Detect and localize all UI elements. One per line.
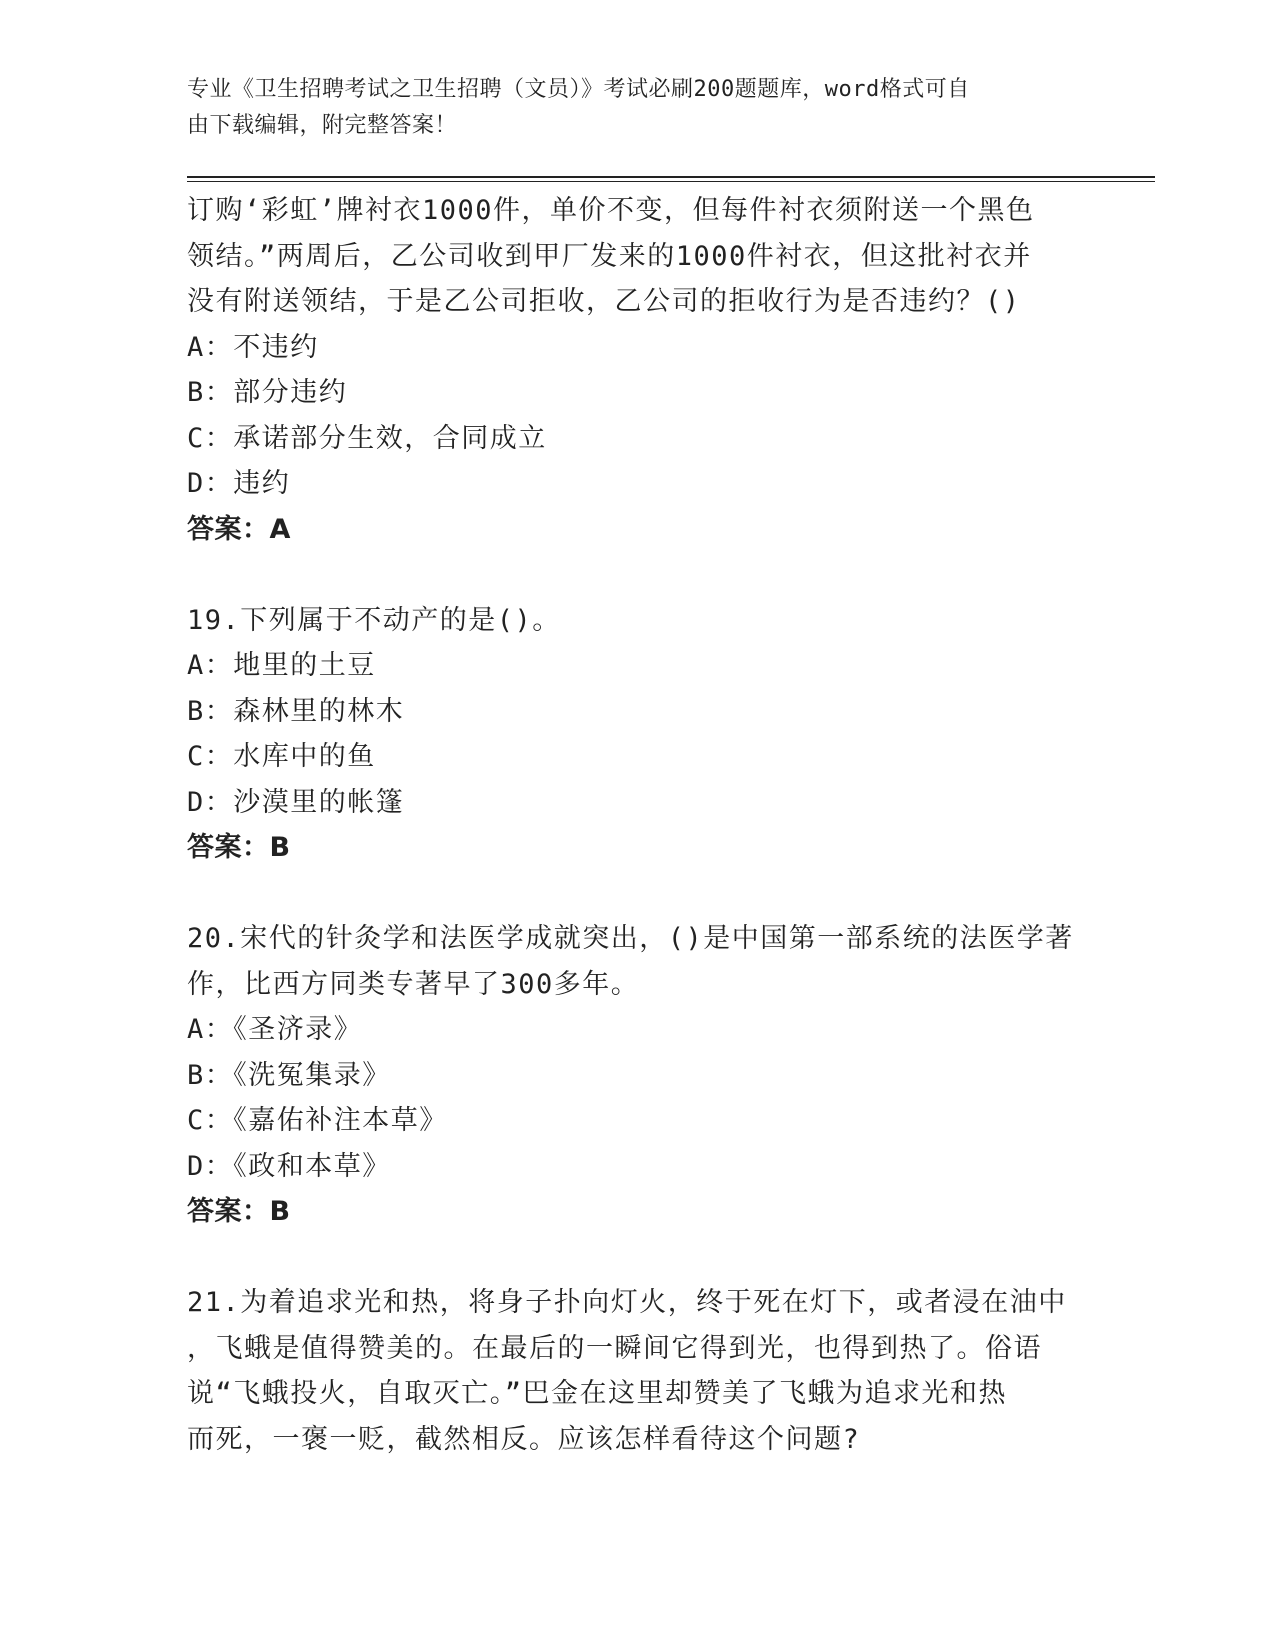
question-19-option-a: A：地里的土豆	[187, 650, 376, 681]
question-21-stem-line: 而死，一褒一贬，截然相反。应该怎样看待这个问题?	[187, 1423, 861, 1455]
document-header	[187, 72, 1067, 144]
header-line-2: 由下载编辑，附完整答案！	[187, 113, 458, 138]
question-18-answer: 答案：A	[187, 513, 291, 545]
header-line-1: 专业《卫生招聘考试之卫生招聘（文员）》考试必刷200题题库，word格式可自	[187, 77, 970, 102]
question-spacer	[187, 1235, 1087, 1281]
question-21-stem-line: ，飞蛾是值得赞美的。在最后的一瞬间它得到光，也得到热了。俗语	[187, 1332, 1042, 1364]
question-20-answer: 答案：B	[187, 1196, 291, 1227]
question-18-stem-line: 领结。”两周后，乙公司收到甲厂发来的1000件衬衣，但这批衬衣并	[187, 240, 1032, 272]
question-20-option-a: A：《圣济录》	[187, 1014, 363, 1045]
question-18-option-c: C：承诺部分生效，合同成立	[187, 422, 547, 454]
question-19-stem-line: 19.下列属于不动产的是()。	[187, 604, 561, 636]
question-20-option-d: D：《政和本草》	[187, 1150, 391, 1182]
question-21-stem-line: 说“飞蛾投火，自取灭亡。”巴金在这里却赞美了飞蛾为追求光和热	[187, 1378, 1008, 1409]
header-divider-thin	[187, 181, 1155, 182]
question-18-option-b: B：部分违约	[187, 377, 348, 408]
question-19-option-d: D：沙漠里的帐篷	[187, 786, 405, 818]
question-spacer	[187, 552, 1087, 598]
question-21-stem-line: 21.为着追求光和热，将身子扑向灯火，终于死在灯下，或者浸在油中	[187, 1287, 1067, 1318]
question-19	[187, 598, 1087, 871]
header-divider-thick	[187, 176, 1155, 178]
question-19-option-b: B：森林里的林木	[187, 695, 405, 727]
question-20-option-c: C：《嘉佑补注本草》	[187, 1105, 448, 1136]
question-spacer	[187, 871, 1087, 917]
question-18	[187, 188, 1087, 552]
question-21	[187, 1280, 1087, 1462]
question-20	[187, 916, 1087, 1235]
question-20-option-b: B：《洗冤集录》	[187, 1059, 391, 1091]
question-18-stem-line: 订购‘彩虹’牌衬衣1000件，单价不变，但每件衬衣须附送一个黑色	[187, 195, 1035, 226]
question-18-option-d: D：违约	[187, 468, 291, 499]
question-20-stem-line: 20.宋代的针灸学和法医学成就突出，()是中国第一部系统的法医学著	[187, 923, 1074, 954]
question-18-option-a: A：不违约	[187, 331, 319, 363]
question-19-option-c: C：水库中的鱼	[187, 741, 376, 772]
question-list	[187, 188, 1087, 1462]
question-19-answer: 答案：B	[187, 832, 291, 863]
question-18-stem-line: 没有附送领结，于是乙公司拒收，乙公司的拒收行为是否违约？()	[187, 286, 1021, 317]
question-20-stem-line: 作，比西方同类专著早了300多年。	[187, 968, 640, 1000]
